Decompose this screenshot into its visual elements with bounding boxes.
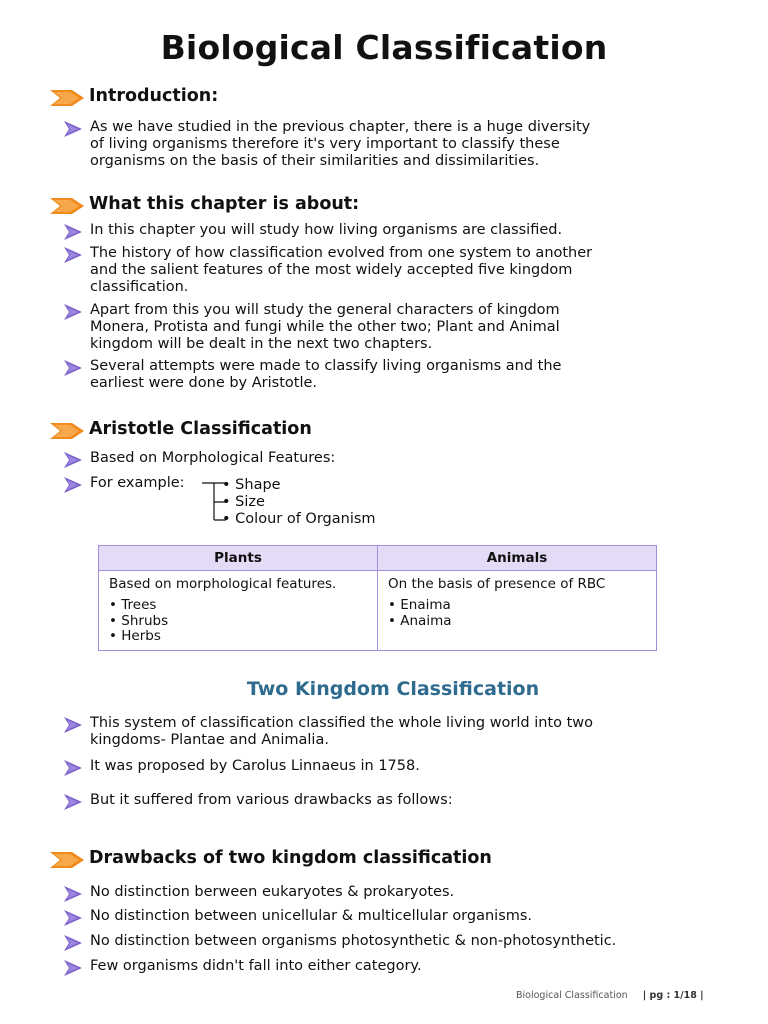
purple-arrow-icon	[64, 477, 82, 493]
purple-arrow-icon	[64, 760, 82, 776]
list-item: • Trees	[109, 597, 157, 613]
classification-table	[98, 545, 657, 651]
intro-paragraph: As we have studied in the previous chapter, there is a huge diversity of living organisms therefore it's very important to classify these organisms on the basis of their similarities and dissimilarities.	[90, 119, 591, 169]
drawback-bullet: No distinction berween eukaryotes & prokaryotes.	[90, 884, 455, 900]
orange-arrow-icon	[50, 423, 84, 439]
page-footer	[516, 990, 704, 1001]
about-bullet: In this chapter you will study how living organisms are classified.	[90, 222, 563, 238]
table-header-animals: Animals	[378, 546, 657, 571]
page-number: | pg : 1/18 |	[642, 990, 704, 1001]
section-heading-drawbacks: Drawbacks of two kingdom classification	[89, 848, 492, 868]
two-kingdom-bullet: It was proposed by Carolus Linnaeus in 1758.	[90, 758, 420, 774]
example-item: • Shape	[222, 477, 281, 493]
aristotle-bullet: Based on Morphological Features:	[90, 450, 336, 466]
aristotle-bullet: For example:	[90, 475, 185, 491]
purple-arrow-icon	[64, 794, 82, 810]
table-header-plants: Plants	[99, 546, 378, 571]
example-item: • Colour of Organism	[222, 511, 376, 527]
purple-arrow-icon	[64, 717, 82, 733]
purple-arrow-icon	[64, 360, 82, 376]
about-bullet: Several attempts were made to classify living organisms and the earliest were done by Aristotle.	[90, 358, 562, 391]
drawback-bullet: No distinction between unicellular & multicellular organisms.	[90, 908, 533, 924]
table-header-row	[99, 546, 657, 571]
section-heading-aristotle: Aristotle Classification	[89, 419, 312, 439]
purple-arrow-icon	[64, 247, 82, 263]
section-heading-introduction: Introduction:	[89, 86, 219, 106]
about-bullet: Apart from this you will study the general characters of kingdom Monera, Protista and fungi while the other two; Plant and Animal kingdom will be dealt in the next two chapters.	[90, 302, 560, 352]
purple-arrow-icon	[64, 935, 82, 951]
two-kingdom-bullet: This system of classification classified the whole living world into two kingdoms- Plantae and Animalia.	[90, 715, 594, 748]
purple-arrow-icon	[64, 886, 82, 902]
drawback-bullet: Few organisms didn't fall into either category.	[90, 958, 422, 974]
purple-arrow-icon	[64, 452, 82, 468]
purple-arrow-icon	[64, 121, 82, 137]
orange-arrow-icon	[50, 90, 84, 106]
purple-arrow-icon	[64, 224, 82, 240]
example-item: • Size	[222, 494, 265, 510]
two-kingdom-bullet: But it suffered from various drawbacks as follows:	[90, 792, 453, 808]
page-title: Biological Classification	[160, 28, 608, 67]
table-cell-plants: Based on morphological features. • Trees • Shrubs • Herbs	[99, 571, 378, 651]
table-cell-animals: On the basis of presence of RBC • Enaima • Anaima	[378, 571, 657, 651]
table-row	[99, 571, 657, 651]
list-item: • Shrubs	[109, 612, 169, 629]
purple-arrow-icon	[64, 960, 82, 976]
section-heading-two-kingdom: Two Kingdom Classification	[246, 678, 540, 700]
list-item: • Enaima	[388, 597, 451, 613]
drawback-bullet: No distinction between organisms photosynthetic & non-photosynthetic.	[90, 933, 617, 949]
purple-arrow-icon	[64, 304, 82, 320]
orange-arrow-icon	[50, 198, 84, 214]
orange-arrow-icon	[50, 852, 84, 868]
section-heading-about: What this chapter is about:	[89, 194, 360, 214]
list-item: • Anaima	[388, 612, 452, 629]
purple-arrow-icon	[64, 910, 82, 926]
footer-label: Biological Classification	[516, 990, 628, 1001]
about-bullet: The history of how classification evolved from one system to another and the salient features of the most widely accepted five kingdom classification.	[90, 245, 593, 295]
list-item: • Herbs	[109, 628, 161, 644]
